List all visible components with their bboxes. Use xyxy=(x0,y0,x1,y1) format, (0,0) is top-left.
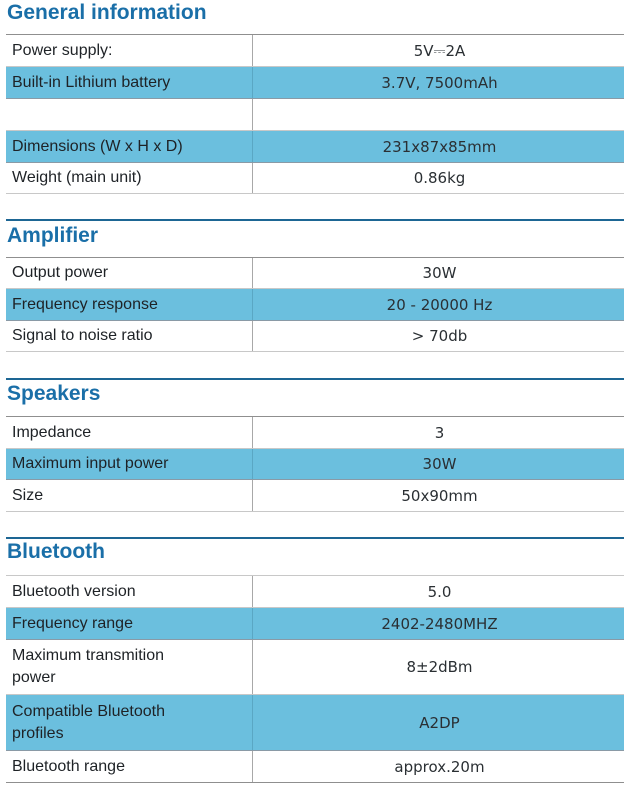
row-value: 2402-2480MHZ xyxy=(381,614,498,633)
table-row xyxy=(6,480,624,512)
section-divider xyxy=(6,378,624,380)
table-row xyxy=(6,640,624,695)
section-title: Bluetooth xyxy=(7,540,105,563)
row-label: Built-in Lithium battery xyxy=(6,67,253,98)
row-label: Signal to noise ratio xyxy=(6,321,253,351)
row-value: 30W xyxy=(422,264,457,282)
section-title: Speakers xyxy=(7,382,101,405)
row-value: > 70db xyxy=(411,327,468,345)
table-row xyxy=(6,751,624,783)
spec-table xyxy=(6,416,624,512)
row-label: Size xyxy=(6,480,253,511)
table-row xyxy=(6,289,624,321)
row-value: 30W xyxy=(422,455,457,473)
row-value: 0.86kg xyxy=(413,169,466,187)
row-label: Impedance xyxy=(6,417,253,448)
table-row xyxy=(6,695,624,751)
row-value: 20 - 20000 Hz xyxy=(386,295,493,314)
table-row xyxy=(6,67,624,99)
row-label: Dimensions (W x H x D) xyxy=(6,131,253,162)
table-row xyxy=(6,417,624,449)
table-row xyxy=(6,163,624,194)
section-divider xyxy=(6,219,624,221)
spec-table xyxy=(6,34,624,194)
row-label: Maximum input power xyxy=(6,449,253,479)
section-divider xyxy=(6,537,624,539)
row-value: 50x90mm xyxy=(401,486,478,505)
table-row xyxy=(6,608,624,640)
row-label: Output power xyxy=(6,258,253,288)
spec-table xyxy=(6,575,624,783)
section-title: Amplifier xyxy=(7,224,99,247)
spec-table xyxy=(6,257,624,352)
table-row xyxy=(6,131,624,163)
row-label xyxy=(6,99,253,130)
table-row xyxy=(6,321,624,352)
table-row xyxy=(6,258,624,289)
row-label: Weight (main unit) xyxy=(6,163,253,193)
row-value: 5V⎓2A xyxy=(413,41,466,60)
row-label: Bluetooth range xyxy=(6,751,253,782)
row-value xyxy=(253,99,624,130)
row-label: Compatible Bluetooth profiles xyxy=(6,695,253,750)
row-value: 5.0 xyxy=(427,582,452,601)
table-row xyxy=(6,576,624,608)
row-value: 231x87x85mm xyxy=(382,137,497,156)
row-value: 8±2dBm xyxy=(406,658,473,676)
row-label: Frequency range xyxy=(6,608,253,639)
table-row xyxy=(6,35,624,67)
row-value: approx.20m xyxy=(394,757,485,776)
row-label: Frequency response xyxy=(6,289,253,320)
row-value: 3 xyxy=(434,423,445,442)
row-label: Power supply: xyxy=(6,35,253,66)
table-row xyxy=(6,449,624,480)
row-label: Maximum transmition power xyxy=(6,640,253,694)
row-value: 3.7V, 7500mAh xyxy=(381,73,498,92)
row-value: A2DP xyxy=(419,713,460,732)
row-label: Bluetooth version xyxy=(6,576,253,607)
section-title: General information xyxy=(7,1,207,24)
table-row-empty xyxy=(6,99,624,131)
